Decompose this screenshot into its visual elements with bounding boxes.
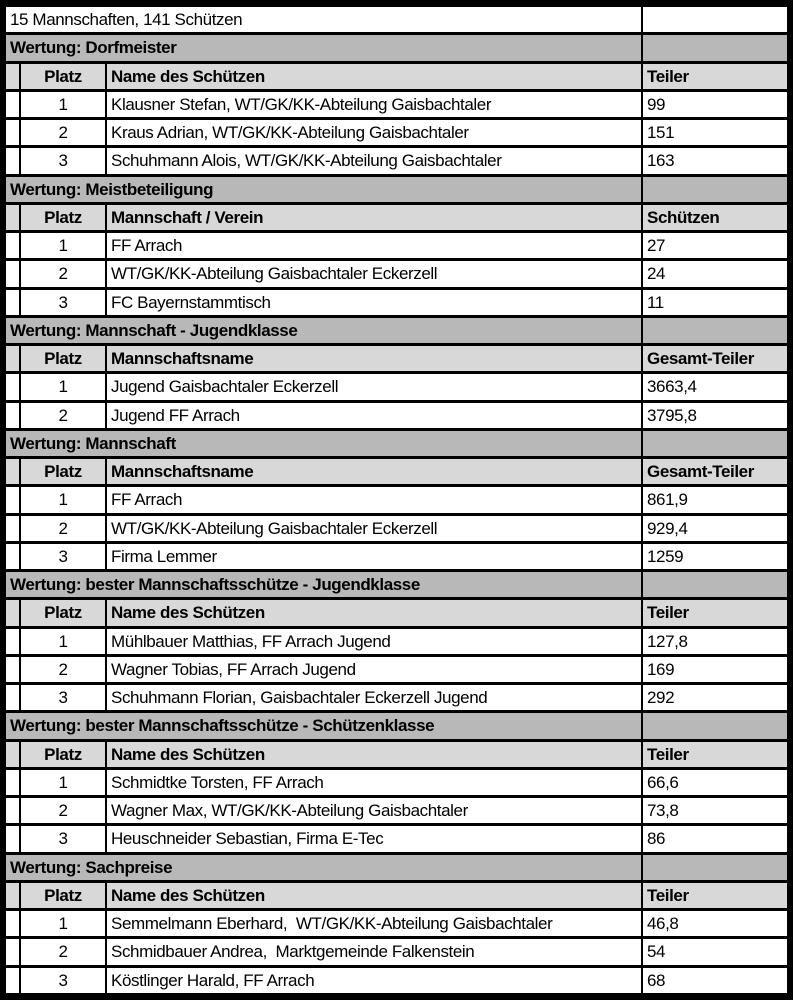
cell-name: FF Arrach [106,232,642,260]
column-header-row [5,62,788,90]
row-spacer [5,825,20,853]
results-table [4,4,789,996]
section-header-row [5,175,788,203]
colhead-platz: Platz [20,62,106,90]
colhead-spacer [5,203,20,231]
cell-value: 861,9 [642,486,788,514]
table-row [5,514,788,542]
row-spacer [5,232,20,260]
colhead-spacer [5,881,20,909]
table-row [5,401,788,429]
table-row [5,825,788,853]
cell-value: 929,4 [642,514,788,542]
colhead-platz: Platz [20,599,106,627]
section-header-row [5,712,788,740]
cell-value: 163 [642,147,788,175]
cell-value: 292 [642,684,788,712]
cell-name: Mühlbauer Matthias, FF Arrach Jugend [106,627,642,655]
cell-platz: 2 [20,655,106,683]
row-spacer [5,486,20,514]
colhead-platz: Platz [20,881,106,909]
cell-name: Wagner Tobias, FF Arrach Jugend [106,655,642,683]
colhead-name: Mannschaftsname [106,458,642,486]
cell-value: 66,6 [642,768,788,796]
row-spacer [5,119,20,147]
colhead-spacer [5,599,20,627]
row-spacer [5,542,20,570]
cell-platz: 3 [20,684,106,712]
table-row [5,542,788,570]
colhead-name: Name des Schützen [106,62,642,90]
colhead-spacer [5,345,20,373]
row-spacer [5,373,20,401]
colhead-spacer [5,740,20,768]
colhead-platz: Platz [20,740,106,768]
colhead-value: Gesamt-Teiler [642,458,788,486]
cell-value: 3663,4 [642,373,788,401]
section-heading: Wertung: bester Mannschaftsschütze - Jugendklasse [5,571,642,599]
column-header-row [5,458,788,486]
colhead-value: Teiler [642,881,788,909]
table-row [5,627,788,655]
table-row [5,260,788,288]
cell-name: Schmidbauer Andrea, Marktgemeinde Falkenstein [106,938,642,966]
table-row [5,938,788,966]
cell-value: 27 [642,232,788,260]
section-header-row [5,853,788,881]
row-spacer [5,684,20,712]
section-heading-spacer [642,712,788,740]
table-row [5,966,788,995]
colhead-name: Mannschaftsname [106,345,642,373]
cell-platz: 1 [20,910,106,938]
cell-name: Schuhmann Alois, WT/GK/KK-Abteilung Gaisbachtaler [106,147,642,175]
row-spacer [5,288,20,316]
row-spacer [5,966,20,995]
table-row [5,768,788,796]
colhead-platz: Platz [20,203,106,231]
cell-platz: 3 [20,825,106,853]
cell-value: 11 [642,288,788,316]
cell-name: FC Bayernstammtisch [106,288,642,316]
colhead-spacer [5,62,20,90]
table-row [5,655,788,683]
colhead-value: Schützen [642,203,788,231]
section-heading: Wertung: Dorfmeister [5,34,642,62]
cell-platz: 2 [20,119,106,147]
section-heading: Wertung: Mannschaft - Jugendklasse [5,316,642,344]
colhead-name: Name des Schützen [106,599,642,627]
colhead-name: Mannschaft / Verein [106,203,642,231]
table-row [5,119,788,147]
row-spacer [5,768,20,796]
cell-platz: 2 [20,401,106,429]
cell-platz: 2 [20,260,106,288]
table-row [5,797,788,825]
cell-name: Köstlinger Harald, FF Arrach [106,966,642,995]
column-header-row [5,881,788,909]
row-spacer [5,797,20,825]
cell-name: FF Arrach [106,486,642,514]
cell-name: Firma Lemmer [106,542,642,570]
colhead-value: Teiler [642,62,788,90]
cell-platz: 1 [20,627,106,655]
cell-platz: 1 [20,373,106,401]
cell-name: Schmidtke Torsten, FF Arrach [106,768,642,796]
colhead-platz: Platz [20,345,106,373]
row-spacer [5,514,20,542]
section-heading-spacer [642,175,788,203]
section-header-row [5,34,788,62]
table-row [5,90,788,118]
colhead-value: Teiler [642,740,788,768]
cell-name: Jugend Gaisbachtaler Eckerzell [106,373,642,401]
title-empty-cell [642,6,788,34]
colhead-name: Name des Schützen [106,881,642,909]
cell-platz: 1 [20,768,106,796]
title-row [5,6,788,34]
row-spacer [5,90,20,118]
cell-name: Wagner Max, WT/GK/KK-Abteilung Gaisbachtaler [106,797,642,825]
row-spacer [5,401,20,429]
cell-name: Jugend FF Arrach [106,401,642,429]
column-header-row [5,203,788,231]
colhead-platz: Platz [20,458,106,486]
table-row [5,147,788,175]
cell-platz: 3 [20,966,106,995]
colhead-spacer [5,458,20,486]
row-spacer [5,910,20,938]
cell-value: 46,8 [642,910,788,938]
cell-platz: 1 [20,90,106,118]
section-heading: Wertung: Mannschaft [5,429,642,457]
row-spacer [5,627,20,655]
cell-name: WT/GK/KK-Abteilung Gaisbachtaler Eckerzell [106,260,642,288]
cell-name: Semmelmann Eberhard, WT/GK/KK-Abteilung Gaisbachtaler [106,910,642,938]
table-row [5,232,788,260]
cell-value: 99 [642,90,788,118]
section-heading-spacer [642,853,788,881]
cell-value: 68 [642,966,788,995]
cell-name: Heuschneider Sebastian, Firma E-Tec [106,825,642,853]
section-heading-spacer [642,34,788,62]
column-header-row [5,345,788,373]
table-row [5,373,788,401]
section-heading: Wertung: bester Mannschaftsschütze - Schützenklasse [5,712,642,740]
section-header-row [5,429,788,457]
cell-platz: 2 [20,514,106,542]
row-spacer [5,147,20,175]
cell-name: WT/GK/KK-Abteilung Gaisbachtaler Eckerzell [106,514,642,542]
cell-value: 1259 [642,542,788,570]
cell-platz: 1 [20,232,106,260]
section-heading-spacer [642,316,788,344]
cell-platz: 2 [20,797,106,825]
cell-value: 127,8 [642,627,788,655]
section-heading-spacer [642,429,788,457]
section-heading-spacer [642,571,788,599]
cell-value: 24 [642,260,788,288]
cell-platz: 1 [20,486,106,514]
cell-name: Schuhmann Florian, Gaisbachtaler Eckerzell Jugend [106,684,642,712]
cell-name: Klausner Stefan, WT/GK/KK-Abteilung Gaisbachtaler [106,90,642,118]
colhead-name: Name des Schützen [106,740,642,768]
row-spacer [5,655,20,683]
colhead-value: Teiler [642,599,788,627]
row-spacer [5,260,20,288]
section-header-row [5,571,788,599]
cell-platz: 3 [20,542,106,570]
table-row [5,486,788,514]
section-header-row [5,316,788,344]
colhead-value: Gesamt-Teiler [642,345,788,373]
table-row [5,684,788,712]
cell-value: 54 [642,938,788,966]
cell-platz: 3 [20,147,106,175]
summary-text: 15 Mannschaften, 141 Schützen [5,6,642,34]
table-row [5,910,788,938]
table-row [5,288,788,316]
cell-value: 73,8 [642,797,788,825]
column-header-row [5,740,788,768]
cell-value: 3795,8 [642,401,788,429]
cell-value: 151 [642,119,788,147]
section-heading: Wertung: Sachpreise [5,853,642,881]
section-heading: Wertung: Meistbeteiligung [5,175,642,203]
cell-value: 86 [642,825,788,853]
cell-name: Kraus Adrian, WT/GK/KK-Abteilung Gaisbachtaler [106,119,642,147]
cell-platz: 2 [20,938,106,966]
row-spacer [5,938,20,966]
cell-platz: 3 [20,288,106,316]
column-header-row [5,599,788,627]
cell-value: 169 [642,655,788,683]
